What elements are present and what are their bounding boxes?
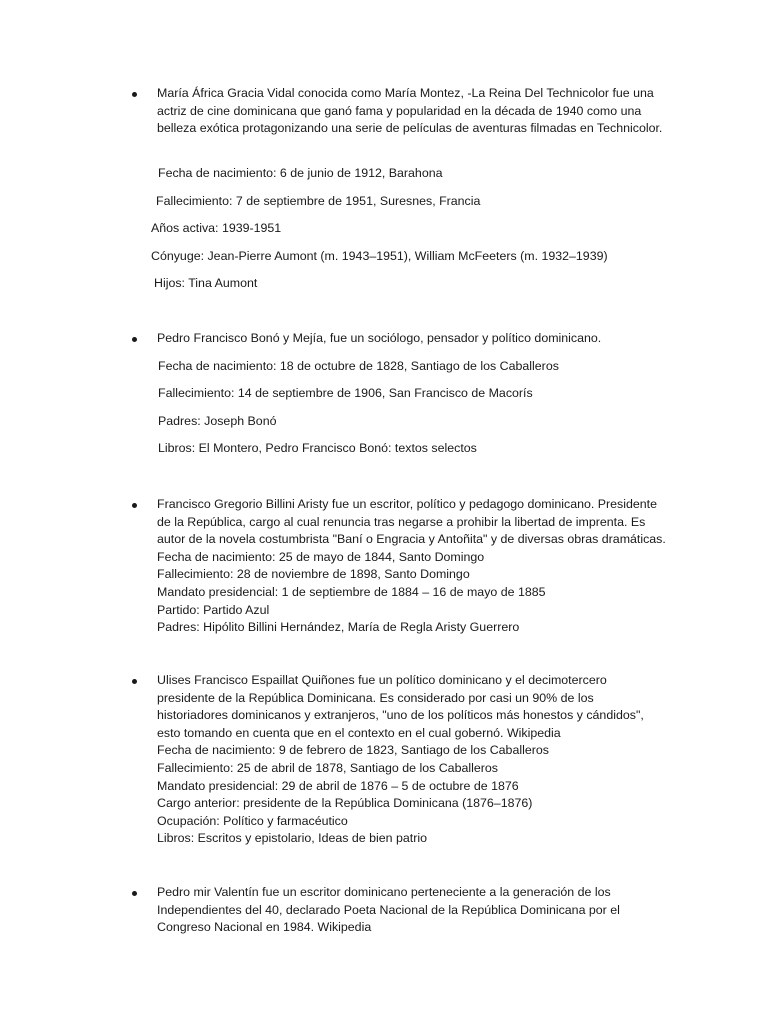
bullet-icon <box>132 891 137 896</box>
entry-detail: Fallecimiento: 14 de septiembre de 1906, San Francisco de Macorís <box>158 386 533 400</box>
entry-detail: Fecha de nacimiento: 9 de febrero de 1823, Santiago de los Caballeros <box>157 743 549 758</box>
entry-detail: Fallecimiento: 25 de abril de 1878, Santiago de los Caballeros <box>157 760 498 775</box>
entry-detail: Partido: Partido Azul <box>157 602 270 617</box>
entry-detail: Fecha de nacimiento: 6 de junio de 1912, Barahona <box>158 166 443 180</box>
entry-detail: Fallecimiento: 28 de noviembre de 1898, Santo Domingo <box>157 567 470 582</box>
entry-detail: Padres: Hipólito Billini Hernández, María de Regla Aristy Guerrero <box>157 620 520 635</box>
entry-intro: Francisco Gregorio Billini Aristy fue un escritor, político y pedagogo dominicano. Presidente de la República, cargo al cual renuncia tras negarse a prohibir la libertad de imprenta. Es autor de la novela costumbrista "Baní o Engracia y Antoñita" y de diversas obras dramáticas. <box>157 497 666 547</box>
entry-detail: Cónyuge: Jean-Pierre Aumont (m. 1943–1951), William McFeeters (m. 1932–1939) <box>151 249 608 263</box>
list-item <box>157 496 667 637</box>
entry-detail: Ocupación: Político y farmacéutico <box>157 813 348 828</box>
entry-detail: Fecha de nacimiento: 18 de octubre de 1828, Santiago de los Caballeros <box>158 359 559 373</box>
entry-detail: Hijos: Tina Aumont <box>154 276 258 290</box>
entry-detail: Libros: El Montero, Pedro Francisco Bonó: textos selectos <box>158 441 477 455</box>
entry-detail: Mandato presidencial: 1 de septiembre de 1884 – 16 de mayo de 1885 <box>157 584 546 599</box>
entry-detail: Mandato presidencial: 29 de abril de 1876 – 5 de octubre de 1876 <box>157 778 519 793</box>
list-item <box>157 672 667 848</box>
list-item <box>157 884 667 937</box>
entry-detail: Fecha de nacimiento: 25 de mayo de 1844, Santo Domingo <box>157 549 485 564</box>
bullet-icon <box>132 92 137 97</box>
entry-detail: Años activa: 1939-1951 <box>151 221 282 235</box>
entry-detail: Libros: Escritos y epistolario, Ideas de bien patrio <box>157 831 427 846</box>
entry-intro: Pedro mir Valentín fue un escritor dominicano perteneciente a la generación de los Independientes del 40, declarado Poeta Nacional de la República Dominicana por el Congreso Nacional en 1984. Wikipedia <box>157 885 620 935</box>
entry-detail: Padres: Joseph Bonó <box>158 414 277 428</box>
bullet-icon <box>132 337 137 342</box>
entry-detail: Cargo anterior: presidente de la República Dominicana (1876–1876) <box>157 796 533 811</box>
list-item <box>157 330 667 348</box>
bullet-icon <box>132 679 137 684</box>
entry-intro: Ulises Francisco Espaillat Quiñones fue un político dominicano y el decimotercero presidente de la República Dominicana. Es considerado por casi un 90% de los historiadores dominicanos y extranjeros, "uno de los políticos más honestos y cándidos", esto tomando en cuenta que en el contexto en el cual gobernó. Wikipedia <box>157 673 644 740</box>
entry-intro: María África Gracia Vidal conocida como María Montez, -La Reina Del Technicolor fue una actriz de cine dominicana que ganó fama y popularidad en la década de 1940 como una belleza exótica protagonizando una serie de películas de aventuras filmadas en Technicolor. <box>157 86 663 136</box>
bullet-icon <box>132 503 137 508</box>
list-item <box>157 85 667 138</box>
entry-detail: Fallecimiento: 7 de septiembre de 1951, Suresnes, Francia <box>156 194 481 208</box>
entry-intro: Pedro Francisco Bonó y Mejía, fue un sociólogo, pensador y político dominicano. <box>157 331 602 345</box>
